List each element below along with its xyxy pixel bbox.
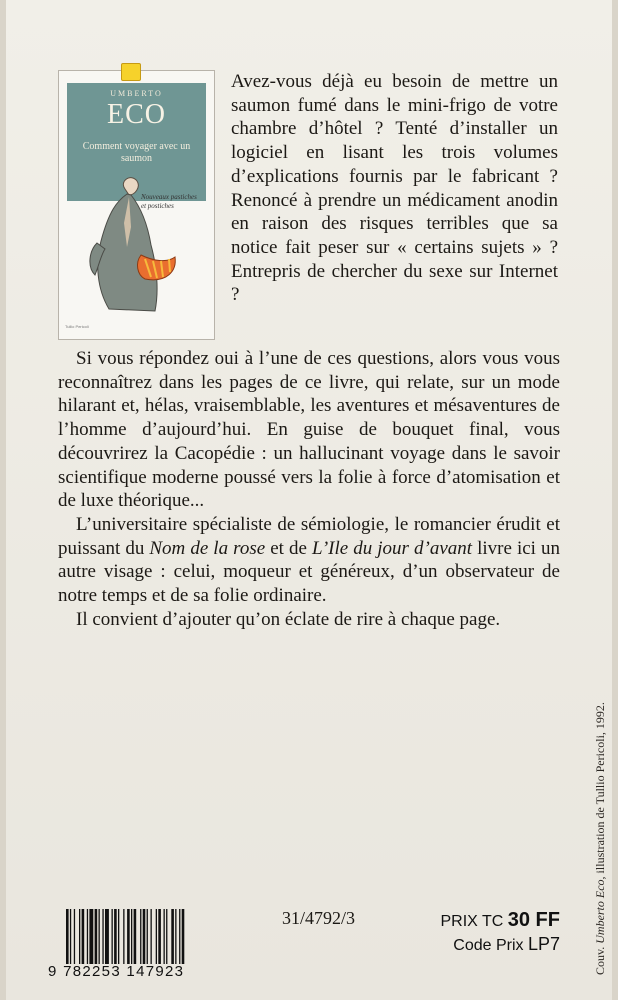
price-code-row	[430, 934, 560, 955]
book-title-ile: L’Ile du jour d’avant	[311, 537, 473, 559]
credit-author: Umberto Eco	[593, 879, 607, 944]
barcode-bar	[82, 909, 85, 964]
barcode-bar	[74, 909, 75, 964]
paragraph-2-part-a: L’universitaire spécialiste de sémiologie, le romancier érudit et puissant du	[58, 513, 560, 559]
barcode-digits: 9 782253 147923	[48, 963, 185, 980]
barcode-bar	[95, 909, 98, 964]
barcode-bar	[87, 909, 88, 964]
barcode-bar	[182, 909, 185, 964]
barcode-bar	[147, 909, 148, 964]
barcode-bar	[70, 909, 71, 964]
barcode-bar	[179, 909, 180, 964]
top-blurb: Avez-vous déjà eu besoin de mettre un saumon fumé dans le mini-frigo de votre chambre d’hôtel ? Tenté d’installer un logiciel en lisant les trois volumes d’explications fournis par le fabricant ? Renoncé à prendre un médicament anodin en raison des risques terribles que sa notice fait peser sur « certains sujets » ? Entrepris de chercher du sexe sur Internet ?	[231, 71, 558, 306]
barcode-bar	[143, 909, 146, 964]
barcode-bar	[156, 909, 157, 964]
cover-author-first: UMBERTO	[110, 89, 163, 98]
publisher-logo	[121, 63, 141, 81]
barcode-bar	[118, 909, 119, 964]
price-value: 30 FF	[507, 909, 560, 931]
right-edge	[612, 0, 618, 1000]
paragraph-2	[58, 513, 560, 608]
barcode-bar	[131, 909, 132, 964]
barcode-bar	[79, 909, 80, 964]
left-edge	[0, 0, 6, 1000]
book-title-rose: Nom de la rose	[149, 537, 266, 559]
barcode-bar	[123, 909, 124, 964]
price-code-label: Code Prix	[453, 937, 524, 954]
barcode-bar	[102, 909, 103, 964]
cover-thumbnail-credit: Tullio Pericoli	[65, 324, 89, 329]
reference-number: 31/4792/3	[282, 908, 356, 928]
barcode-bar	[105, 909, 109, 964]
barcode-bar	[175, 909, 176, 964]
price-block	[430, 909, 560, 955]
cover-author-last: ECO	[107, 99, 166, 130]
barcode-bar	[99, 909, 100, 964]
barcode-bar	[112, 909, 113, 964]
barcode-bar	[151, 909, 152, 964]
cover-subtitle: Nouveaux pastiches et postiches	[141, 193, 197, 210]
paragraph-1: Si vous répondez oui à l’une de ces questions, alors vous vous reconnaîtrez dans les pages de ce livre, qui relate, sur un mode hilarant et, hélas, vraisemblable, les aventures et mésaventures de l’homme d’aujourd’hui. En guise de bouquet final, vous découvrirez la Cacopédie : un hallucinant voyage dans le savoir scientifique moderne poussé vers la folie à force d’atomisation et de luxe théorique...	[58, 348, 560, 512]
price-code-value: LP7	[527, 934, 560, 954]
barcode-bar	[140, 909, 141, 964]
credit-prefix: Couv.	[593, 943, 607, 975]
paragraph-2-part-c: et de	[265, 537, 312, 559]
price-row	[430, 909, 560, 932]
main-text	[58, 347, 560, 631]
barcode-bar	[66, 909, 69, 964]
paragraph-3: Il convient d’ajouter qu’on éclate de rire à chaque page.	[76, 608, 501, 630]
barcode-bar	[127, 909, 130, 964]
barcode-bar	[114, 909, 117, 964]
vertical-cover-credit	[593, 655, 608, 975]
price-label: PRIX TC	[440, 913, 504, 930]
credit-suffix: , illustration de Tullio Pericoli, 1992.	[593, 702, 607, 880]
barcode-bar	[164, 909, 165, 964]
cover-title: Comment voyager avec un saumon	[82, 141, 191, 164]
barcode-bar	[158, 909, 161, 964]
barcode-bar	[134, 909, 137, 964]
paragraph-2-part-e: livre ici un autre visage : celui, moqueur et généreux, d’un observateur de notre temps et de sa folie ordinaire.	[58, 537, 560, 607]
barcode-bar	[89, 909, 93, 964]
barcode-bar	[166, 909, 167, 964]
barcode-bar	[171, 909, 174, 964]
cover-thumbnail	[58, 70, 215, 340]
barcode	[66, 909, 224, 964]
